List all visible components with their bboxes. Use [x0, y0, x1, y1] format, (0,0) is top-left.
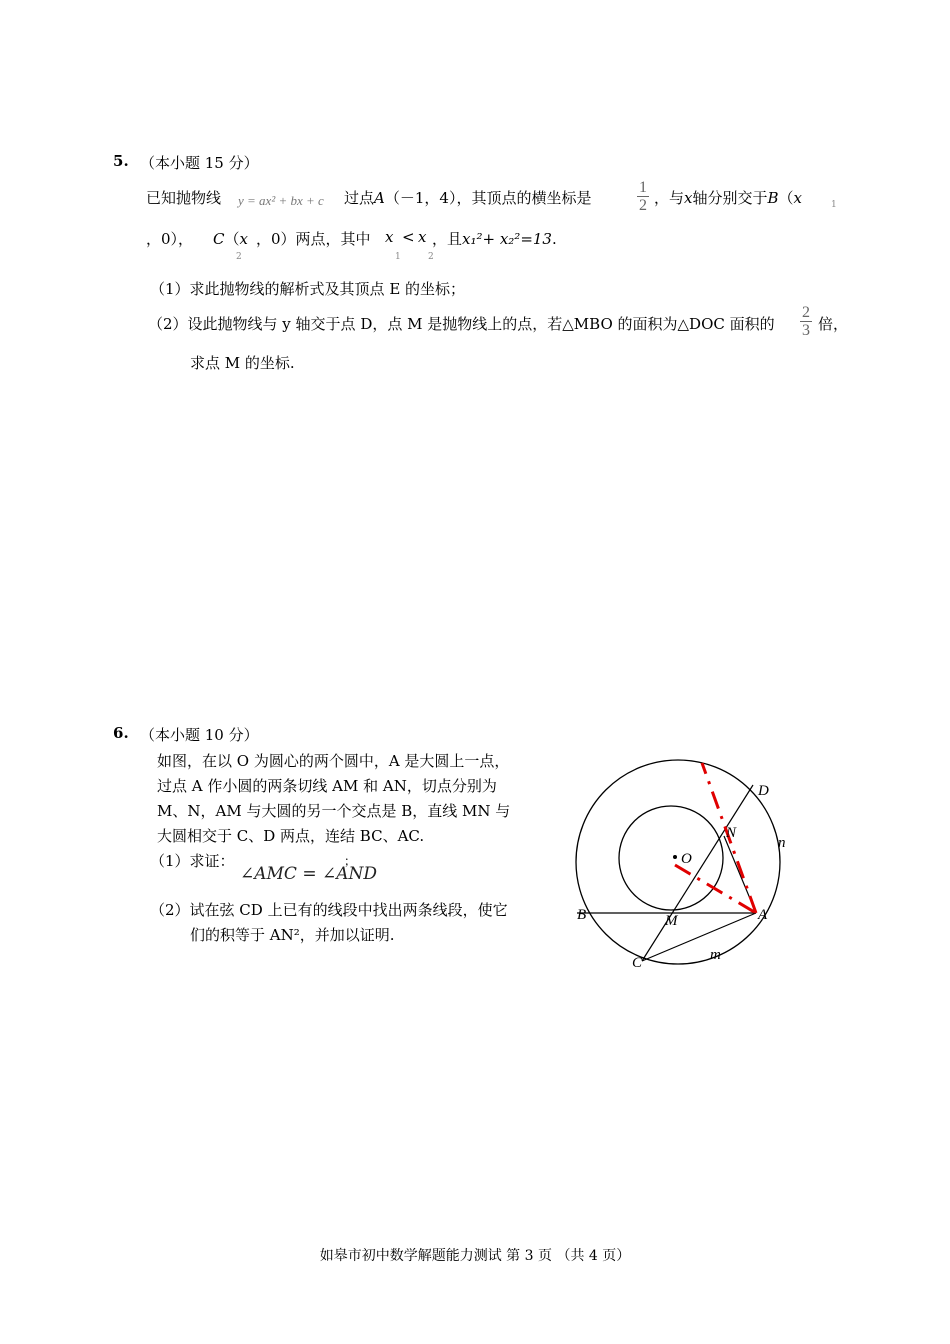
q6-part1-formula: ∠AMC = ∠AND — [240, 864, 378, 884]
q6-line-3: M、N，AM 与大圆的另一个交点是 B，直线 MN 与 — [157, 802, 511, 820]
q5-line2-c: ，0）两点，其中 — [256, 230, 371, 248]
q6-number-dot: . — [123, 724, 129, 742]
q5-frac2-num: 2 — [802, 304, 810, 321]
page-footer: 如皋市初中数学解题能力测试 第 3 页 （共 4 页） — [319, 1248, 631, 1264]
q5-frac2-den: 3 — [802, 322, 810, 339]
q5-less-than: < — [402, 228, 415, 246]
q5-line1-a: 已知抛物线 — [146, 189, 222, 207]
q5-sum-squares: x₁²+ x₂²=13 — [462, 230, 552, 248]
label-n: n — [778, 835, 786, 851]
q5-line1-d-text: ，与 — [654, 189, 685, 207]
chord-AC — [642, 913, 756, 961]
q5-frac-num: 1 — [639, 179, 647, 196]
q6-part2-line1: （2）试在弦 CD 上已有的线段中找出两条线段，使它 — [150, 901, 508, 919]
q5-fraction-two-thirds — [800, 304, 812, 339]
q5-number-dot: . — [123, 152, 129, 170]
q5-x1b-sub: 1 — [395, 252, 401, 262]
label-A: A — [758, 907, 768, 923]
q6-geometry-figure — [562, 735, 822, 985]
q6-part1-end: ； — [344, 854, 357, 868]
q5-x2b-sub: 2 — [428, 252, 434, 262]
q5-line2-c-point — [213, 228, 248, 249]
q5-line1 — [146, 187, 221, 208]
q6-number — [113, 724, 129, 742]
q5-x1: x — [793, 189, 803, 207]
q5-line2-d-text: ，且 — [432, 230, 463, 248]
q5-part1: （1）求此抛物线的解析式及其顶点 E 的坐标； — [150, 280, 466, 298]
q5-line1-c: （－1，4），其顶点的横坐标是 — [384, 189, 592, 207]
q5-line1-b — [344, 187, 591, 208]
q5-line1-f: （ — [778, 189, 794, 207]
q6-number-text: 6 — [113, 724, 124, 742]
q5-point-C: C — [213, 230, 225, 248]
q6-header: （本小题 10 分） — [140, 726, 259, 744]
q6-line-2: 过点 A 作小圆的两条切线 AM 和 AN，切点分别为 — [157, 777, 497, 795]
q5-line2-b: （ — [224, 230, 240, 248]
q5-part2-cont: 求点 M 的坐标. — [190, 354, 295, 372]
q5-part2-end: 倍， — [818, 315, 849, 333]
label-D: D — [758, 783, 769, 799]
q5-x2b: x — [418, 228, 427, 246]
q5-line2-a: ，0）， — [146, 230, 194, 248]
q5-number-text: 5 — [113, 152, 124, 170]
q5-fraction-half — [637, 179, 649, 214]
center-dot — [673, 855, 677, 859]
q5-part2: （2）设此抛物线与 y 轴交于点 D，点 M 是抛物线上的点，若△MBO 的面积为△DOC 面积的 — [148, 315, 775, 333]
q5-frac-den: 2 — [639, 197, 647, 214]
label-C: C — [632, 955, 643, 971]
q5-x2-sub: 2 — [236, 252, 242, 262]
label-m: m — [710, 947, 721, 963]
q5-line1-e: 轴分别交于 — [692, 189, 768, 207]
q5-line1-d — [654, 187, 802, 208]
q5-line2-d — [432, 228, 557, 249]
q6-part2-line2: 们的积等于 AN²，并加以证明. — [190, 926, 395, 944]
q5-var-x: x — [684, 189, 693, 207]
q6-line-4: 大圆相交于 C、D 两点，连结 BC、AC. — [157, 827, 425, 845]
q6-part1-label: （1）求证： — [150, 852, 235, 870]
label-M: M — [665, 913, 678, 929]
q5-x2: x — [239, 230, 248, 248]
q5-point-B: B — [767, 189, 779, 207]
label-O: O — [681, 851, 692, 867]
q5-x1b: x — [385, 228, 394, 246]
q5-line2-e: . — [551, 230, 557, 248]
label-N: N — [726, 825, 737, 841]
q6-line-1: 如图，在以 O 为圆心的两个圆中，A 是大圆上一点， — [157, 752, 510, 770]
q5-line1-b-text: 过点 — [344, 189, 375, 207]
label-B: B — [577, 907, 587, 923]
q5-parabola-formula: y = ax² + bx + c — [238, 193, 324, 208]
q5-x1-sub: 1 — [831, 200, 837, 210]
q5-point-A: A — [374, 189, 385, 207]
q5-header: （本小题 15 分） — [140, 154, 259, 172]
q5-number — [113, 152, 129, 170]
line-CD — [642, 785, 753, 961]
